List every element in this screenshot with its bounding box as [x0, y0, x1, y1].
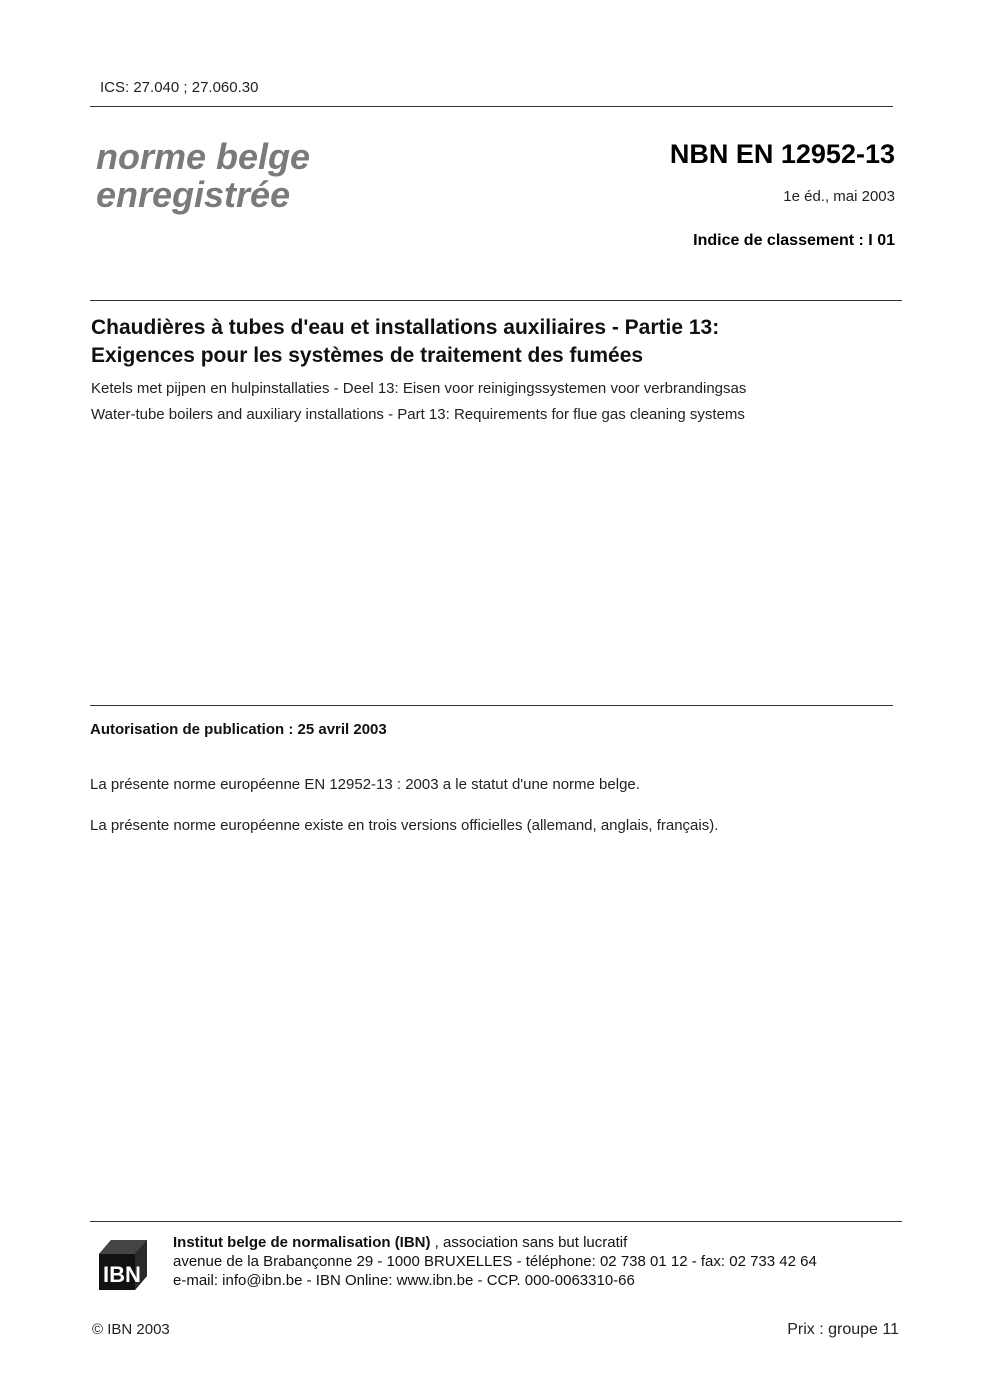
- institute-contact-block: [173, 1233, 817, 1290]
- institute-contact: e-mail: info@ibn.be - IBN Online: www.ibn.be - CCP. 000-0063310-66: [173, 1272, 635, 1289]
- publication-authorisation: Autorisation de publication : 25 avril 2003: [90, 721, 387, 738]
- title-french: Chaudières à tubes d'eau et installations auxiliaires - Partie 13: Exigences pour les systèmes de traitement des fumées: [91, 316, 720, 367]
- ics-code: ICS: 27.040 ; 27.060.30: [100, 79, 259, 96]
- institute-name: Institut belge de normalisation (IBN): [173, 1234, 431, 1251]
- institute-address: avenue de la Brabançonne 29 - 1000 BRUXELLES - téléphone: 02 738 01 12 - fax: 02 733 42 64: [173, 1253, 817, 1270]
- institute-description: , association sans but lucratif: [430, 1234, 628, 1251]
- authorisation-divider: [90, 705, 893, 706]
- norme-belge-enregistree-label: norme belge enregistrée: [96, 136, 311, 215]
- title-dutch: Ketels met pijpen en hulpinstallaties - Deel 13: Eisen voor reinigingssystemen voor verbrandingsas: [91, 380, 747, 397]
- title-divider: [90, 300, 902, 301]
- status-paragraph: La présente norme européenne EN 12952-13 : 2003 a le statut d'une norme belge.: [90, 776, 640, 793]
- copyright-notice: © IBN 2003: [92, 1321, 170, 1338]
- logo-text: IBN: [103, 1262, 141, 1287]
- edition-date: 1e éd., mai 2003: [783, 188, 895, 205]
- header-divider: [90, 106, 893, 107]
- ibn-logo-icon: [97, 1238, 149, 1292]
- title-english: Water-tube boilers and auxiliary installations - Part 13: Requirements for flue gas cleaning systems: [91, 406, 745, 423]
- standard-reference-code: NBN EN 12952-13: [669, 139, 895, 169]
- price-group: Prix : groupe 11: [787, 1321, 899, 1338]
- classification-index: Indice de classement : I 01: [693, 232, 895, 249]
- footer-divider: [90, 1221, 902, 1222]
- versions-paragraph: La présente norme européenne existe en trois versions officielles (allemand, anglais, français).: [90, 817, 719, 834]
